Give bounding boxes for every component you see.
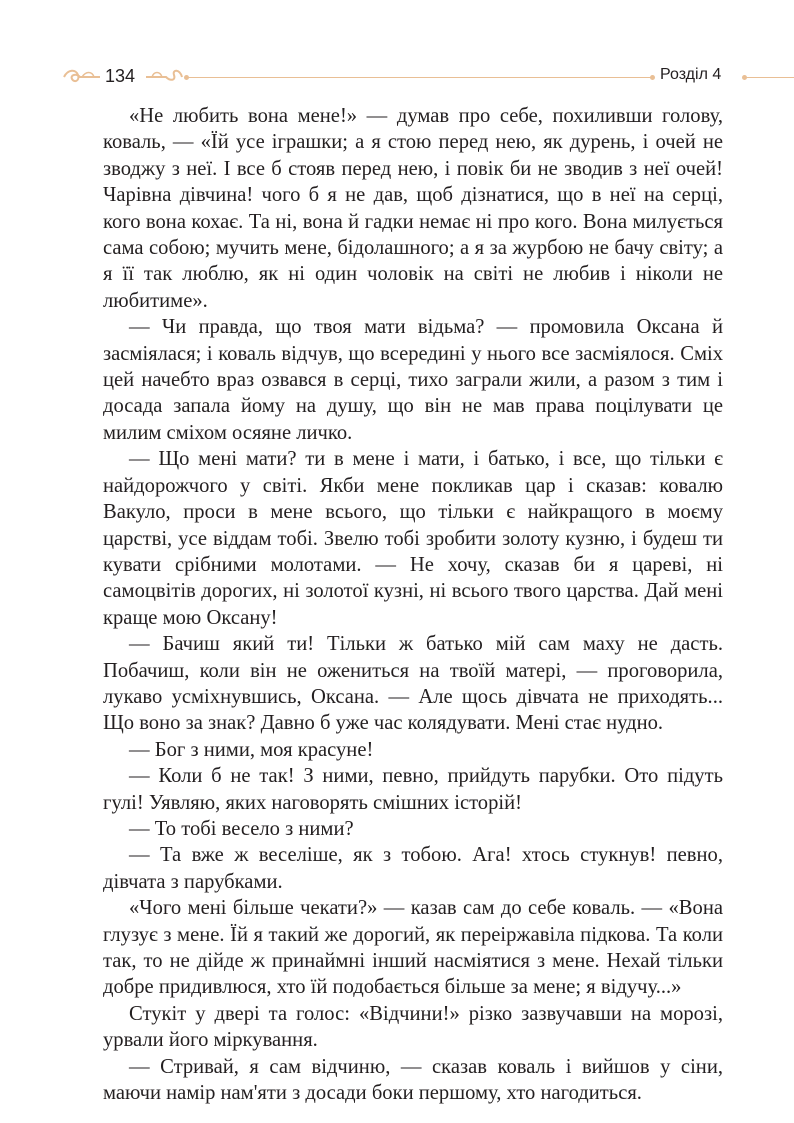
paragraph: — Стривай, я сам відчиню, — сказав коваль і вийшов у сіни, маючи намір нам'яти з досади боки першому, хто нагодиться.: [103, 1055, 723, 1105]
paragraph: — Бачиш який ти! Тільки ж батько мій сам маху не дасть. Побачиш, коли він не ожениться на твоїй матері, — проговорила, лукаво усміхнувшись, Оксана. — Але щось дівчата не приходять... Що воно за знак? Давно б уже час колядувати. Мені стає нудно.: [103, 633, 723, 735]
header-rule: [188, 77, 652, 78]
body-text: [103, 103, 723, 1106]
paragraph: — Що мені мати? ти в мене і мати, і батько, і все, що тільки є найдорожчого у світі. Якби мене покликав цар і сказав: ковалю Вакуло, проси в мене всього, що тільки є найкращого в моєму царстві, усе віддам тобі. Звелю тобі зробити золоту кузню, і будеш ти кувати срібними молотами. — Не хочу, сказав би я цареві, ні самоцвітів дорогих, ні золотої кузні, ні всього твого царства. Дай мені краще мою Оксану!: [103, 448, 723, 629]
section-label: Розділ 4: [660, 66, 722, 83]
paragraph: — Коли б не так! З ними, певно, прийдуть парубки. Ото підуть гулі! Уявляю, яких наговорять смішних історій!: [103, 765, 723, 814]
rule-dot: [650, 75, 655, 80]
scroll-ornament-icon: [144, 67, 184, 87]
page-number: 134: [105, 66, 136, 86]
paragraph: «Не любить вона мене!» — думав про себе, похиливши голову, коваль, — «Їй усе іграшки; а я стою перед нею, як дурень, і очей не зводжу з неї. І все б стояв перед нею, і повік би не зводив з неї очей! Чарівна дівчина! чого б я не дав, щоб дізнатися, що в неї на серці, кого вона кохає. Та ні, вона й гадки немає ні про кого. Вона милується сама собою; мучить мене, бідолашного; а я за журбою не бачу світу; а я її так люблю, як ні один чоловік на світі не любив і ніколи не любитиме».: [103, 105, 723, 312]
paragraph: «Чого мені більше чекати?» — казав сам до себе коваль. — «Вона глузує з мене. Їй я такий же дорогий, як переіржавіла підкова. Та коли так, то не дійде ж принаймні інший насміятися з мене. Нехай тільки добре придивлюся, хто їй подобається більше за мене; я відучу...»: [103, 897, 723, 999]
paragraph: Стукіт у двері та голос: «Відчини!» різко зазвучавши на морозі, урвали його міркування.: [103, 1002, 723, 1052]
paragraph: — То тобі весело з ними?: [129, 817, 354, 840]
paragraph: — Та вже ж веселіше, як з тобою. Ага! хтось стукнув! певно, дівчата з парубками.: [103, 844, 723, 893]
paragraph: — Бог з ними, моя красуне!: [129, 738, 374, 761]
scroll-ornament-icon: [62, 67, 102, 87]
page-header: [62, 64, 794, 94]
header-rule: [746, 77, 794, 78]
paragraph: — Чи правда, що твоя мати відьма? — промовила Оксана й засміялася; і коваль відчув, що всередині у нього все засміялося. Сміх цей начебто враз озвався в серці, тихо заграли жили, а разом з тим і досада запала йому на душу, що він не мав права поцілувати це милим сміхом осяяне личко.: [103, 316, 723, 444]
